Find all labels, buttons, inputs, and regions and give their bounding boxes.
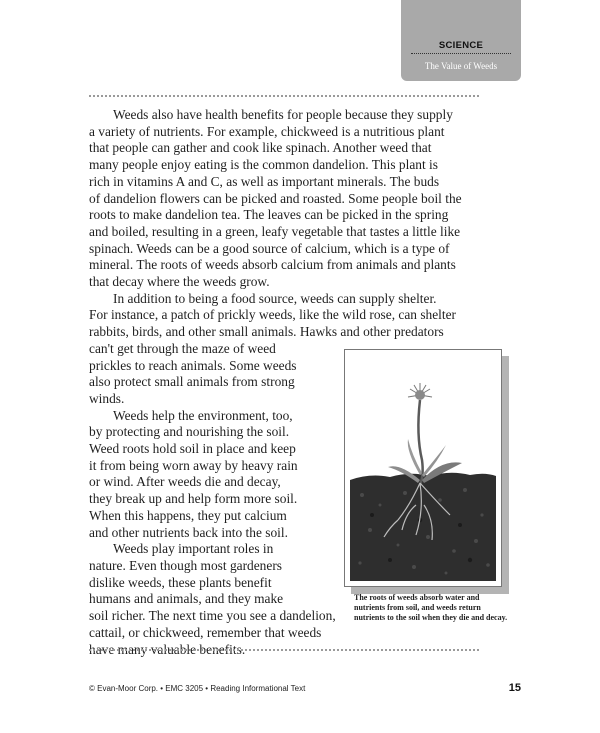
text-line: and other nutrients back into the soil. (89, 524, 288, 540)
text-line: or wind. After weeds die and decay, (89, 474, 281, 490)
text-line: mineral. The roots of weeds absorb calcium from animals and plants (89, 257, 456, 273)
text-line: Weeds help the environment, too, (113, 407, 293, 423)
text-line: have many valuable benefits. (89, 641, 246, 657)
text-line: by protecting and nourishing the soil. (89, 424, 290, 440)
text-line: spinach. Weeds can be a good source of calcium, which is a type of (89, 240, 450, 256)
dandelion-photo (344, 349, 502, 587)
photo-caption: The roots of weeds absorb water and nutrients from soil, and weeds return nutrients to the soil when they die and decay. (354, 593, 508, 622)
text-line: Weeds also have health benefits for people because they supply (113, 107, 453, 122)
text-line: and boiled, resulting in a green, leafy vegetable that tastes a little like (89, 223, 461, 239)
section-subject: SCIENCE (438, 40, 484, 51)
text-line: humans and animals, and they make (89, 591, 284, 607)
footer-credit: © Evan-Moor Corp. • EMC 3205 • Reading Informational Text (89, 684, 306, 693)
text-line: roots to make dandelion tea. The leaves can be picked in the spring (89, 207, 449, 223)
text-line: When this happens, they put calcium (89, 507, 287, 523)
top-dotted-rule (89, 95, 479, 97)
text-line: nature. Even though most gardeners (89, 557, 282, 573)
text-line: a variety of nutrients. For example, chickweed is a nutritious plant (89, 123, 445, 139)
text-line: can't get through the maze of weed (89, 340, 276, 356)
page-number: 15 (508, 682, 521, 694)
text-line: Weed roots hold soil in place and keep (89, 441, 296, 457)
text-line: that decay where the weeds grow. (89, 274, 270, 290)
bottom-dotted-rule (89, 649, 479, 651)
section-title: The Value of Weeds (424, 61, 498, 71)
text-line: that people can gather and cook like spinach. Another weed that (89, 140, 432, 156)
text-line: In addition to being a food source, weeds can supply shelter. (113, 290, 437, 306)
dandelion-illustration (350, 355, 496, 581)
text-line: dislike weeds, these plants benefit (89, 574, 272, 590)
tab-divider (411, 53, 511, 54)
text-line: they break up and help form more soil. (89, 491, 298, 507)
paragraph-1 (89, 107, 479, 291)
text-line: winds. (89, 390, 125, 406)
text-line: many people enjoy eating is the common dandelion. This plant is (89, 157, 438, 173)
text-line: it from being worn away by heavy rain (89, 457, 298, 473)
text-line: also protect small animals from strong (89, 374, 295, 390)
text-line: rabbits, birds, and other small animals. Hawks and other predators (89, 324, 444, 340)
text-line: cattail, or chickweed, remember that weeds (89, 624, 322, 640)
text-line: of dandelion flowers can be picked and roasted. Some people boil the (89, 190, 462, 206)
text-line: Weeds play important roles in (113, 541, 274, 557)
section-tab (401, 0, 521, 81)
text-line: soil richer. The next time you see a dandelion, (89, 608, 336, 624)
text-line: prickles to reach animals. Some weeds (89, 357, 297, 373)
text-line: For instance, a patch of prickly weeds, like the wild rose, can shelter (89, 307, 457, 323)
text-line: rich in vitamins A and C, as well as important minerals. The buds (89, 173, 440, 189)
